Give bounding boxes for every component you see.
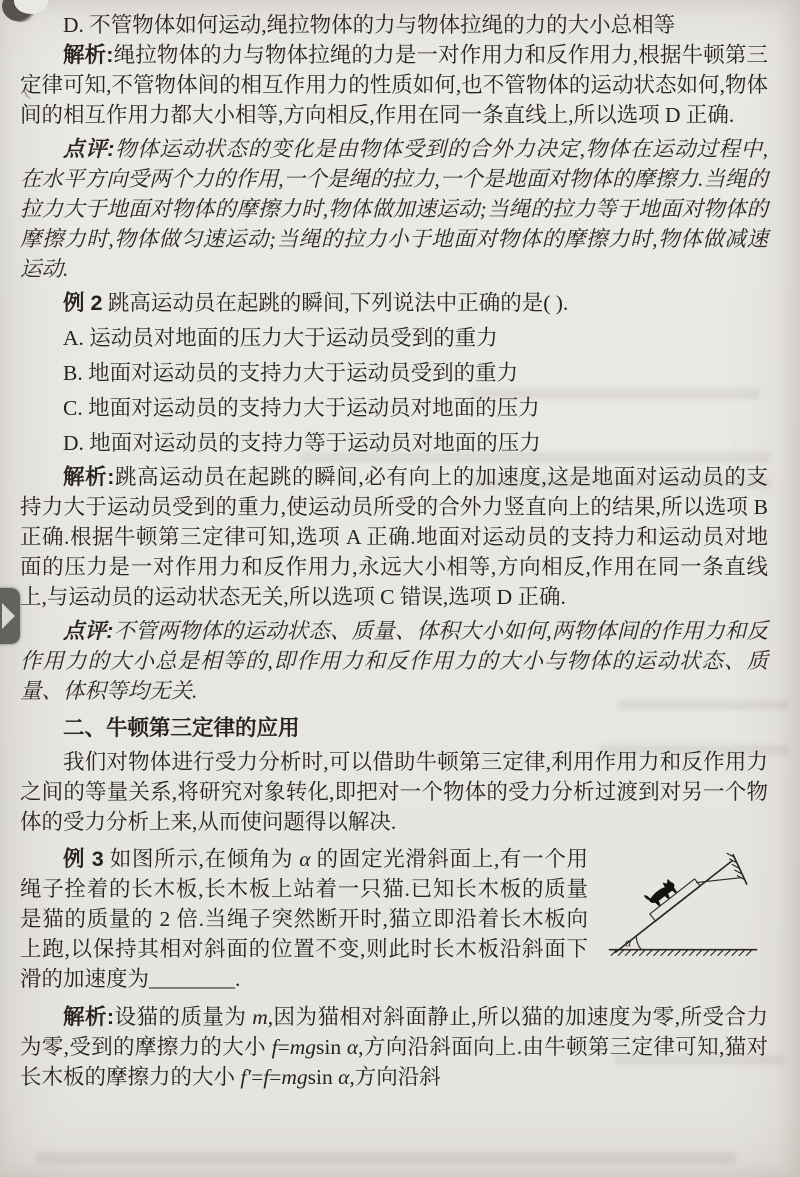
- text-segment: mg: [281, 1065, 308, 1089]
- text-segment: 二、牛顿第三定律的应用: [63, 716, 300, 740]
- text-segment: 跳高运动员在起跳的瞬间,下列说法中正确的是( ).: [102, 291, 569, 315]
- text-segment: mg: [289, 1035, 317, 1059]
- play-triangle-icon: [2, 603, 15, 629]
- text-segment: D. 地面对运动员的支持力等于运动员对地面的压力: [63, 431, 541, 455]
- paragraph-jiexi-2: [20, 462, 768, 612]
- option-a: [20, 323, 768, 353]
- text-segment: B. 地面对运动员的支持力大于运动员受到的重力: [63, 361, 519, 385]
- text-segment: ________: [149, 967, 236, 991]
- example-3-text-anchor: [20, 847, 588, 991]
- text-segment: 物体运动状态的变化是由物体受到的合外力决定,物体在运动过程中,在水平方向受两个力的作用,一个是绳的拉力,一个是地面对物体的摩擦力.当绳的拉力大于地面对物体的摩擦力时,物体做加速运动;当绳的拉力等于地面对物体的摩擦力时,物体做匀速运动;当绳的拉力小于地面对物体的摩擦力时,物体做减速运动.: [20, 137, 768, 281]
- paragraph-application: [20, 747, 768, 837]
- bleedthrough-mark: [36, 1152, 736, 1164]
- text-segment: 如图所示,在倾角为: [103, 847, 300, 871]
- play-badge-icon: [0, 588, 20, 644]
- text-segment: ,方向沿斜面向上.由牛顿第三定律可知,猫对长木板的摩擦力的大小: [20, 1035, 768, 1089]
- text-segment: ,方向沿斜: [349, 1065, 441, 1089]
- rope-line: [696, 878, 742, 883]
- ground-hatching: [611, 950, 752, 956]
- section-heading: [20, 713, 768, 743]
- paragraph-example-3: [20, 844, 768, 994]
- text-segment: 绳拉物体的力与物体拉绳的力是一对作用力和反作用力,根据牛顿第三定律可知,不管物体间的相互作用力的性质如何,也不管物体的运动状态如何,物体间的相互作用力都大小相等,方向相反,作用在同一条直线上,所以选项 D 正确.: [20, 43, 768, 127]
- text-segment: =: [277, 1035, 290, 1059]
- text-segment: 解析:: [63, 43, 114, 67]
- text-segment: α: [299, 847, 311, 871]
- text-segment: sin: [316, 1035, 347, 1059]
- option-d: [20, 428, 768, 458]
- text-segment: 的固定光滑斜面上,有一个用绳子拴着的长木板,长木板上站着一只猫.已知长木板的质量是猫的质量的 2 倍.当绳子突然断开时,猫立即沿着长木板向上跑,以保持其相对斜面的位置不变,则此时长木板沿斜面下滑的加速度为: [20, 847, 588, 991]
- wall-line: [733, 854, 747, 884]
- text-segment: C. 地面对运动员的支持力大于运动员对地面的压力: [63, 396, 540, 420]
- text-segment: D. 不管物体如何运动,绳拉物体的力与物体拉绳的力的大小总相等: [63, 13, 676, 37]
- option-b: [20, 358, 768, 388]
- text-segment: 不管两物体的运动状态、质量、体积大小如何,两物体间的作用力和反作用力的大小总是相等的,即作用力和反作用力的大小与物体的运动状态、质量、体积等均无关.: [20, 619, 768, 703]
- text-segment: f′: [240, 1065, 252, 1089]
- option-c: [20, 393, 768, 423]
- text-column: [20, 10, 768, 1092]
- text-segment: 解析:: [63, 1005, 115, 1029]
- paragraph-example-2: [20, 288, 768, 318]
- text-segment: 解析:: [63, 465, 115, 489]
- text-segment: 例 2: [63, 291, 103, 315]
- text-segment: =: [269, 1065, 282, 1089]
- text-segment: 点评:: [63, 137, 115, 161]
- text-segment: A. 运动员对地面的压力大于运动员受到的重力: [63, 326, 498, 350]
- incline-figure-svg: [600, 846, 768, 970]
- text-segment: f: [271, 1035, 278, 1059]
- text-segment: sin: [307, 1065, 339, 1089]
- angle-label: α: [625, 935, 632, 950]
- text-segment: .: [235, 967, 241, 991]
- text-segment: 跳高运动员在起跳的瞬间,必有向上的加速度,这是地面对运动员的支持力大于运动员受到的重力,使运动员所受的合外力竖直向上的结果,所以选项 B 正确.根据牛顿第三定律可知,选项 A 正确.地面对运动员的支持力和运动员对地面的压力是一对作用力和反作用力,永远大小相等,方向相反,作用在同一条直线上,与运动员的运动状态无关,所以选项 C 错误,选项 D 正确.: [20, 465, 768, 609]
- paragraph-dianping-2: [20, 616, 768, 706]
- wall-hatching: [727, 853, 745, 879]
- angle-arc: [636, 935, 641, 949]
- option-d-top: [20, 10, 768, 40]
- text-segment: m: [252, 1005, 268, 1029]
- text-segment: α: [338, 1065, 350, 1089]
- text-segment: =: [251, 1065, 264, 1089]
- text-segment: 例 3: [63, 847, 104, 871]
- paragraph-jiexi-1: [20, 40, 768, 130]
- text-segment: 设猫的质量为: [114, 1005, 253, 1029]
- text-segment: 我们对物体进行受力分析时,可以借助牛顿第三定律,利用作用力和反作用力之间的等量关系,将研究对象转化,即把对一个物体的受力分析过渡到对另一个物体的受力分析上来,从而使问题得以解决.: [20, 750, 768, 834]
- paragraph-jiexi-3: [20, 1002, 768, 1092]
- text-segment: 点评:: [63, 619, 114, 643]
- paragraph-dianping-1: [20, 134, 768, 284]
- incline-figure: [600, 846, 768, 970]
- text-segment: α: [346, 1035, 359, 1059]
- text-segment: ,因为猫相对斜面静止,所以猫的加速度为零,所受合力为零,受到的摩擦力的大小: [20, 1005, 768, 1059]
- text-segment: f: [263, 1065, 270, 1089]
